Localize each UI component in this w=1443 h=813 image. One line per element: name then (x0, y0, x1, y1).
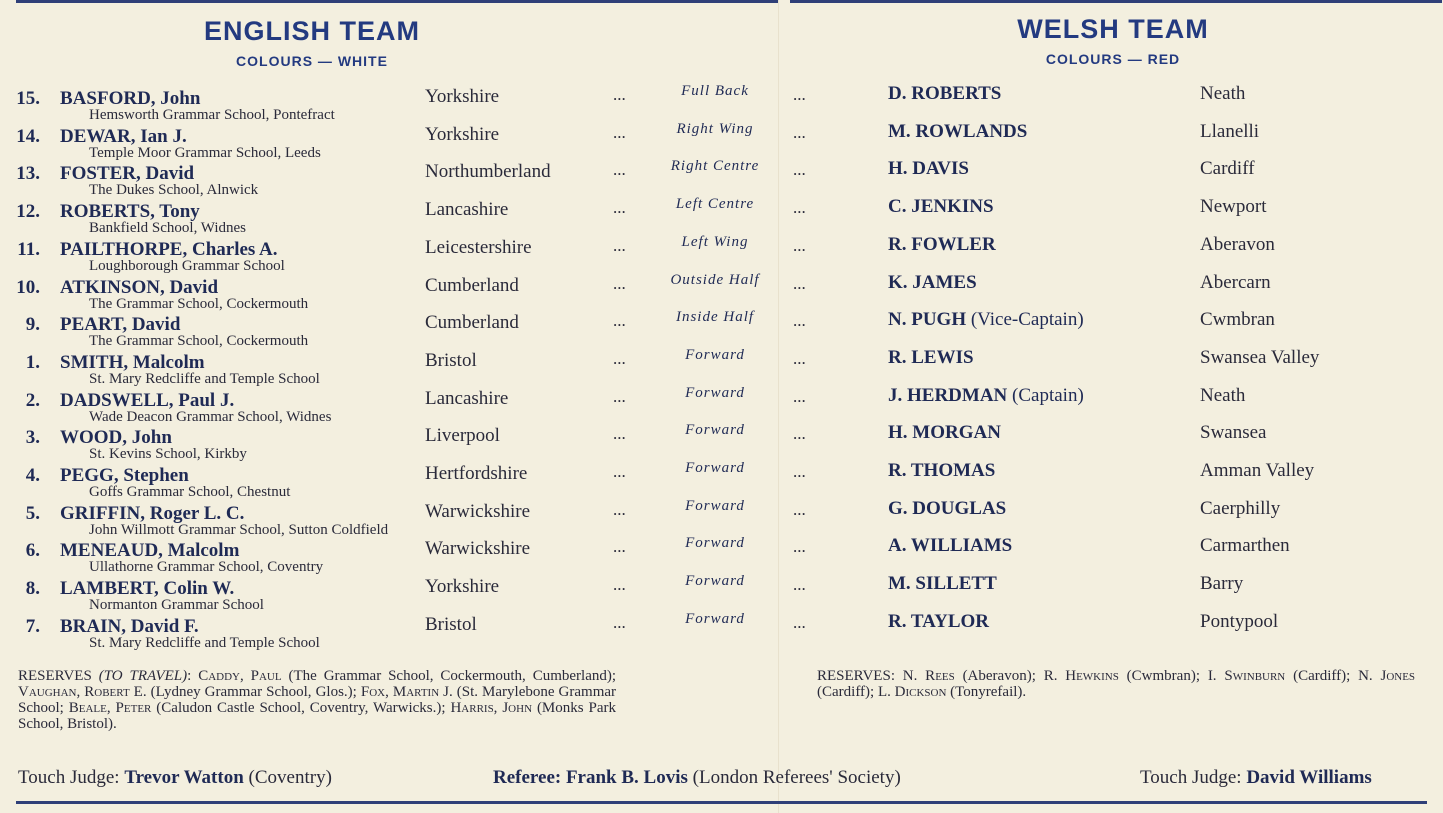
welsh-player-club: Carmarthen (1200, 535, 1290, 557)
referee-name: Frank B. Lovis (565, 767, 688, 788)
reserve-detail: (St. Marylebone Grammar School; (18, 684, 617, 716)
reserve-detail: (Cardiff); (817, 684, 875, 700)
dot-leader: ... (613, 198, 626, 218)
welsh-player-name-text: A. WILLIAMS (888, 535, 1013, 557)
dot-leader: ... (613, 160, 626, 180)
english-player-number: 9. (25, 314, 40, 336)
english-player-number: 7. (25, 615, 40, 637)
welsh-player-club: Neath (1200, 384, 1246, 406)
reserve-detail: (Cwmbran); (1126, 668, 1200, 684)
english-player-county: Bristol (425, 349, 477, 371)
english-player-number: 6. (25, 540, 40, 562)
english-player-county: Warwickshire (425, 538, 531, 560)
english-player-county: Lancashire (425, 199, 509, 221)
english-player-number: 14. (16, 125, 40, 147)
welsh-team-colours: COLOURS — RED (1045, 51, 1181, 67)
dot-leader: ... (613, 424, 626, 444)
english-player-name: DEWAR, Ian J. (60, 125, 187, 147)
position-label: Forward (685, 346, 745, 363)
position-label: Forward (685, 610, 745, 627)
english-player-name: WOOD, John (60, 427, 172, 449)
english-player-number: 1. (25, 351, 40, 373)
english-player-school: Hemsworth Grammar School, Pontefract (89, 107, 335, 123)
english-player-county: Cumberland (425, 312, 519, 334)
reserve-detail: (Lydney Grammar School, Glos.); (150, 684, 357, 700)
dot-leader: ... (613, 612, 626, 632)
english-team-colours: COLOURS — WHITE (236, 53, 388, 69)
dot-leader: ... (793, 386, 806, 406)
to-travel-note: (TO TRAVEL) (98, 668, 188, 684)
english-player-school: John Willmott Grammar School, Sutton Coldfield (89, 521, 389, 538)
english-player-number: 8. (25, 578, 40, 600)
english-player-county: Yorkshire (425, 576, 500, 598)
reserve-name: R. Hewkins (1043, 668, 1119, 684)
welsh-player-name (888, 234, 996, 256)
english-player-school: St. Kevins School, Kirkby (89, 446, 247, 463)
english-player-county: Hertfordshire (425, 463, 528, 484)
reserve-name: Harris, John (450, 700, 533, 716)
dot-leader: ... (613, 499, 626, 519)
english-team-title: ENGLISH TEAM (203, 16, 420, 46)
english-player-school: Loughborough Grammar School (89, 257, 285, 274)
position-label: Right Wing (676, 120, 754, 137)
reserve-name: Fox, Martin J. (360, 684, 453, 700)
position-label: Left Centre (675, 196, 755, 213)
dot-leader: ... (793, 235, 806, 255)
referee-label: Referee: (493, 767, 562, 788)
english-player-school: Wade Deacon Grammar School, Widnes (89, 408, 332, 425)
position-label: Inside Half (675, 309, 755, 326)
reserve-detail: (The Grammar School, Cockermouth, Cumberland); (288, 668, 617, 684)
english-player-number: 2. (25, 389, 40, 411)
english-player-name: MENEAUD, Malcolm (60, 540, 240, 562)
welsh-player-name (888, 611, 989, 633)
welsh-player-name-text: R. THOMAS (888, 460, 996, 481)
welsh-player-name-text: G. DOUGLAS (888, 497, 1007, 519)
touch-judge-1-label: Touch Judge: (18, 767, 120, 788)
touch-judge-1 (18, 767, 332, 789)
dot-leader: ... (793, 575, 806, 595)
english-player-name: ATKINSON, David (60, 276, 219, 298)
touch-judge-2 (1140, 767, 1372, 789)
welsh-player-name (888, 272, 977, 294)
reserve-detail: (Monks Park School, Bristol). (18, 700, 617, 732)
referee-org: (London Referees' Society) (692, 767, 901, 788)
welsh-player-name (888, 460, 995, 482)
welsh-player-name-text: C. JENKINS (888, 196, 994, 218)
welsh-player-club: Aberavon (1200, 233, 1275, 255)
welsh-player-club: Abercarn (1200, 271, 1271, 293)
position-label: Full Back (681, 83, 749, 99)
position-label: Forward (685, 384, 745, 401)
welsh-player-name-text: R. FOWLER (888, 233, 996, 255)
welsh-reserves (817, 668, 1415, 700)
dot-leader: ... (793, 273, 806, 293)
english-player-county: Liverpool (425, 425, 500, 447)
english-player-name: PAILTHORPE, Charles A. (60, 238, 278, 260)
welsh-player-name (888, 573, 997, 595)
welsh-player-club: Swansea (1200, 422, 1267, 444)
position-label: Left Wing (681, 233, 749, 250)
touch-judge-2-name: David Williams (1246, 767, 1372, 788)
english-player-school: The Grammar School, Cockermouth (89, 295, 309, 312)
dot-leader: ... (613, 235, 626, 255)
welsh-player-name-text: K. JAMES (888, 271, 977, 293)
english-player-number: 11. (17, 238, 40, 260)
position-label: Forward (685, 573, 745, 590)
dot-leader: ... (793, 85, 806, 104)
welsh-player-name (888, 158, 969, 180)
dot-leader: ... (793, 499, 806, 519)
position-label: Forward (685, 497, 745, 514)
english-player-number: 15. (16, 88, 40, 109)
english-reserves: RESERVES (TO TRAVEL): Caddy, Paul (The Grammar School, Cockermouth, Cumberland); Vaughan, Robert E. (Lydney Grammar School, Glos.); Fox, Martin J. (St. Marylebone Grammar School; Beale, Peter (Caludon Castle School, Coventry, Warwicks.); Harris, John (Monks Park School, Bristol). (18, 668, 617, 732)
english-player-school: St. Mary Redcliffe and Temple School (89, 634, 320, 651)
welsh-player-club: Cwmbran (1200, 309, 1275, 331)
english-player-number: 5. (25, 502, 40, 524)
dot-leader: ... (793, 160, 806, 180)
dot-leader: ... (793, 311, 806, 331)
welsh-player-name-text: H. MORGAN (888, 422, 1001, 444)
welsh-player-name-text: D. ROBERTS (888, 83, 1002, 104)
top-rule-right (790, 0, 1442, 3)
reserve-name: Vaughan, Robert E. (18, 684, 147, 700)
english-player-name: BASFORD, John (60, 88, 201, 109)
reserve-detail: (Aberavon); (962, 668, 1036, 684)
english-player-county: Leicestershire (425, 236, 532, 258)
welsh-player-name (888, 535, 1012, 557)
position-label: Forward (685, 535, 745, 552)
reserve-name: Beale, Peter (68, 700, 152, 716)
english-player-county: Cumberland (425, 274, 519, 296)
english-player-county: Lancashire (425, 387, 509, 409)
welsh-player-name (888, 196, 994, 218)
welsh-player-name-text: N. PUGH (888, 309, 967, 331)
english-reserves-label: RESERVES (18, 668, 92, 684)
position-label: Forward (685, 422, 745, 439)
welsh-player-club: Barry (1200, 573, 1244, 595)
top-rule-left (16, 0, 778, 3)
english-player-number: 13. (16, 163, 40, 185)
welsh-player-name-text: R. LEWIS (888, 346, 974, 368)
welsh-player-club: Swansea Valley (1200, 346, 1320, 368)
welsh-player-club: Neath (1200, 83, 1246, 104)
welsh-player-club: Caerphilly (1200, 497, 1281, 519)
english-player-name: DADSWELL, Paul J. (60, 389, 235, 411)
dot-leader: ... (793, 348, 806, 368)
welsh-player-name-text: H. DAVIS (888, 158, 969, 180)
welsh-player-role: (Vice-Captain) (970, 309, 1084, 331)
english-player-county: Yorkshire (425, 86, 500, 107)
dot-leader: ... (793, 198, 806, 218)
welsh-player-name-text: M. ROWLANDS (888, 120, 1028, 142)
welsh-player-club: Pontypool (1200, 610, 1279, 632)
welsh-player-name (888, 385, 1084, 407)
english-player-county: Yorkshire (425, 123, 500, 145)
position-label: Right Centre (670, 158, 760, 175)
reserve-name: Caddy, Paul (198, 668, 282, 684)
dot-leader: ... (613, 462, 626, 481)
english-player-county: Bristol (425, 613, 477, 635)
touch-judge-1-name: Trevor Watton (124, 767, 244, 788)
dot-leader: ... (793, 612, 806, 632)
dot-leader: ... (793, 462, 806, 481)
english-player-number: 3. (25, 427, 40, 449)
bottom-rule (16, 801, 1427, 804)
dot-leader: ... (793, 537, 806, 557)
english-player-school: Ullathorne Grammar School, Coventry (89, 559, 324, 576)
english-player-county: Warwickshire (425, 500, 531, 522)
team-row (0, 610, 1443, 654)
welsh-player-name-text: M. SILLETT (888, 573, 997, 595)
welsh-reserves-label: RESERVES: (817, 668, 895, 684)
welsh-player-name-text: J. HERDMAN (888, 384, 1008, 406)
welsh-player-club: Amman Valley (1200, 460, 1315, 481)
english-player-school: The Grammar School, Cockermouth (89, 333, 309, 350)
english-player-school: Bankfield School, Widnes (89, 220, 247, 237)
welsh-player-name (888, 83, 1001, 105)
english-player-name: LAMBERT, Colin W. (60, 578, 235, 600)
english-player-county: Northumberland (425, 161, 551, 183)
dot-leader: ... (613, 122, 626, 142)
english-player-school: The Dukes School, Alnwick (89, 182, 259, 199)
english-player-number: 4. (25, 465, 40, 486)
welsh-player-name-text: R. TAYLOR (888, 610, 990, 632)
welsh-player-role: (Captain) (1012, 384, 1084, 406)
position-label: Forward (685, 460, 745, 476)
english-player-name: SMITH, Malcolm (60, 351, 205, 373)
english-player-school: St. Mary Redcliffe and Temple School (89, 370, 320, 387)
english-player-number: 10. (16, 276, 40, 298)
position-label: Outside Half (670, 271, 760, 288)
english-player-name: ROBERTS, Tony (60, 201, 200, 223)
touch-judge-2-label: Touch Judge: (1140, 767, 1242, 788)
welsh-player-name (888, 121, 1027, 143)
welsh-player-name (888, 309, 1084, 331)
reserve-detail: (Caludon Castle School, Coventry, Warwicks.); (156, 700, 446, 716)
english-player-name: GRIFFIN, Roger L. C. (60, 502, 245, 524)
dot-leader: ... (613, 273, 626, 293)
dot-leader: ... (613, 386, 626, 406)
welsh-player-name (888, 347, 974, 369)
welsh-player-club: Llanelli (1200, 120, 1260, 142)
english-player-name: PEGG, Stephen (60, 465, 189, 486)
referee (493, 767, 901, 789)
welsh-player-name (888, 422, 1001, 444)
english-player-school: Normanton Grammar School (89, 597, 264, 614)
english-player-school: Temple Moor Grammar School, Leeds (89, 144, 321, 161)
reserve-name: N. Rees (902, 668, 955, 684)
reserve-detail: (Cardiff); (1293, 668, 1351, 684)
english-player-number: 12. (16, 201, 40, 223)
dot-leader: ... (793, 122, 806, 142)
english-player-name: PEART, David (60, 314, 181, 336)
welsh-player-club: Cardiff (1200, 158, 1255, 180)
welsh-player-name (888, 498, 1006, 520)
welsh-team-title: WELSH TEAM (1017, 14, 1209, 44)
english-player-name: BRAIN, David F. (60, 615, 199, 637)
english-player-name: FOSTER, David (60, 163, 195, 185)
dot-leader: ... (613, 537, 626, 557)
reserve-name: I. Swinburn (1207, 668, 1286, 684)
reserve-name: L. Dickson (877, 684, 947, 700)
dot-leader: ... (793, 424, 806, 444)
dot-leader: ... (613, 311, 626, 331)
welsh-player-club: Newport (1200, 196, 1267, 218)
reserve-detail: (Tonyrefail). (950, 684, 1027, 700)
touch-judge-1-org: (Coventry) (248, 767, 332, 788)
dot-leader: ... (613, 85, 626, 104)
reserve-name: N. Jones (1358, 668, 1416, 684)
english-player-school: Goffs Grammar School, Chestnut (89, 484, 291, 500)
dot-leader: ... (613, 575, 626, 595)
dot-leader: ... (613, 348, 626, 368)
